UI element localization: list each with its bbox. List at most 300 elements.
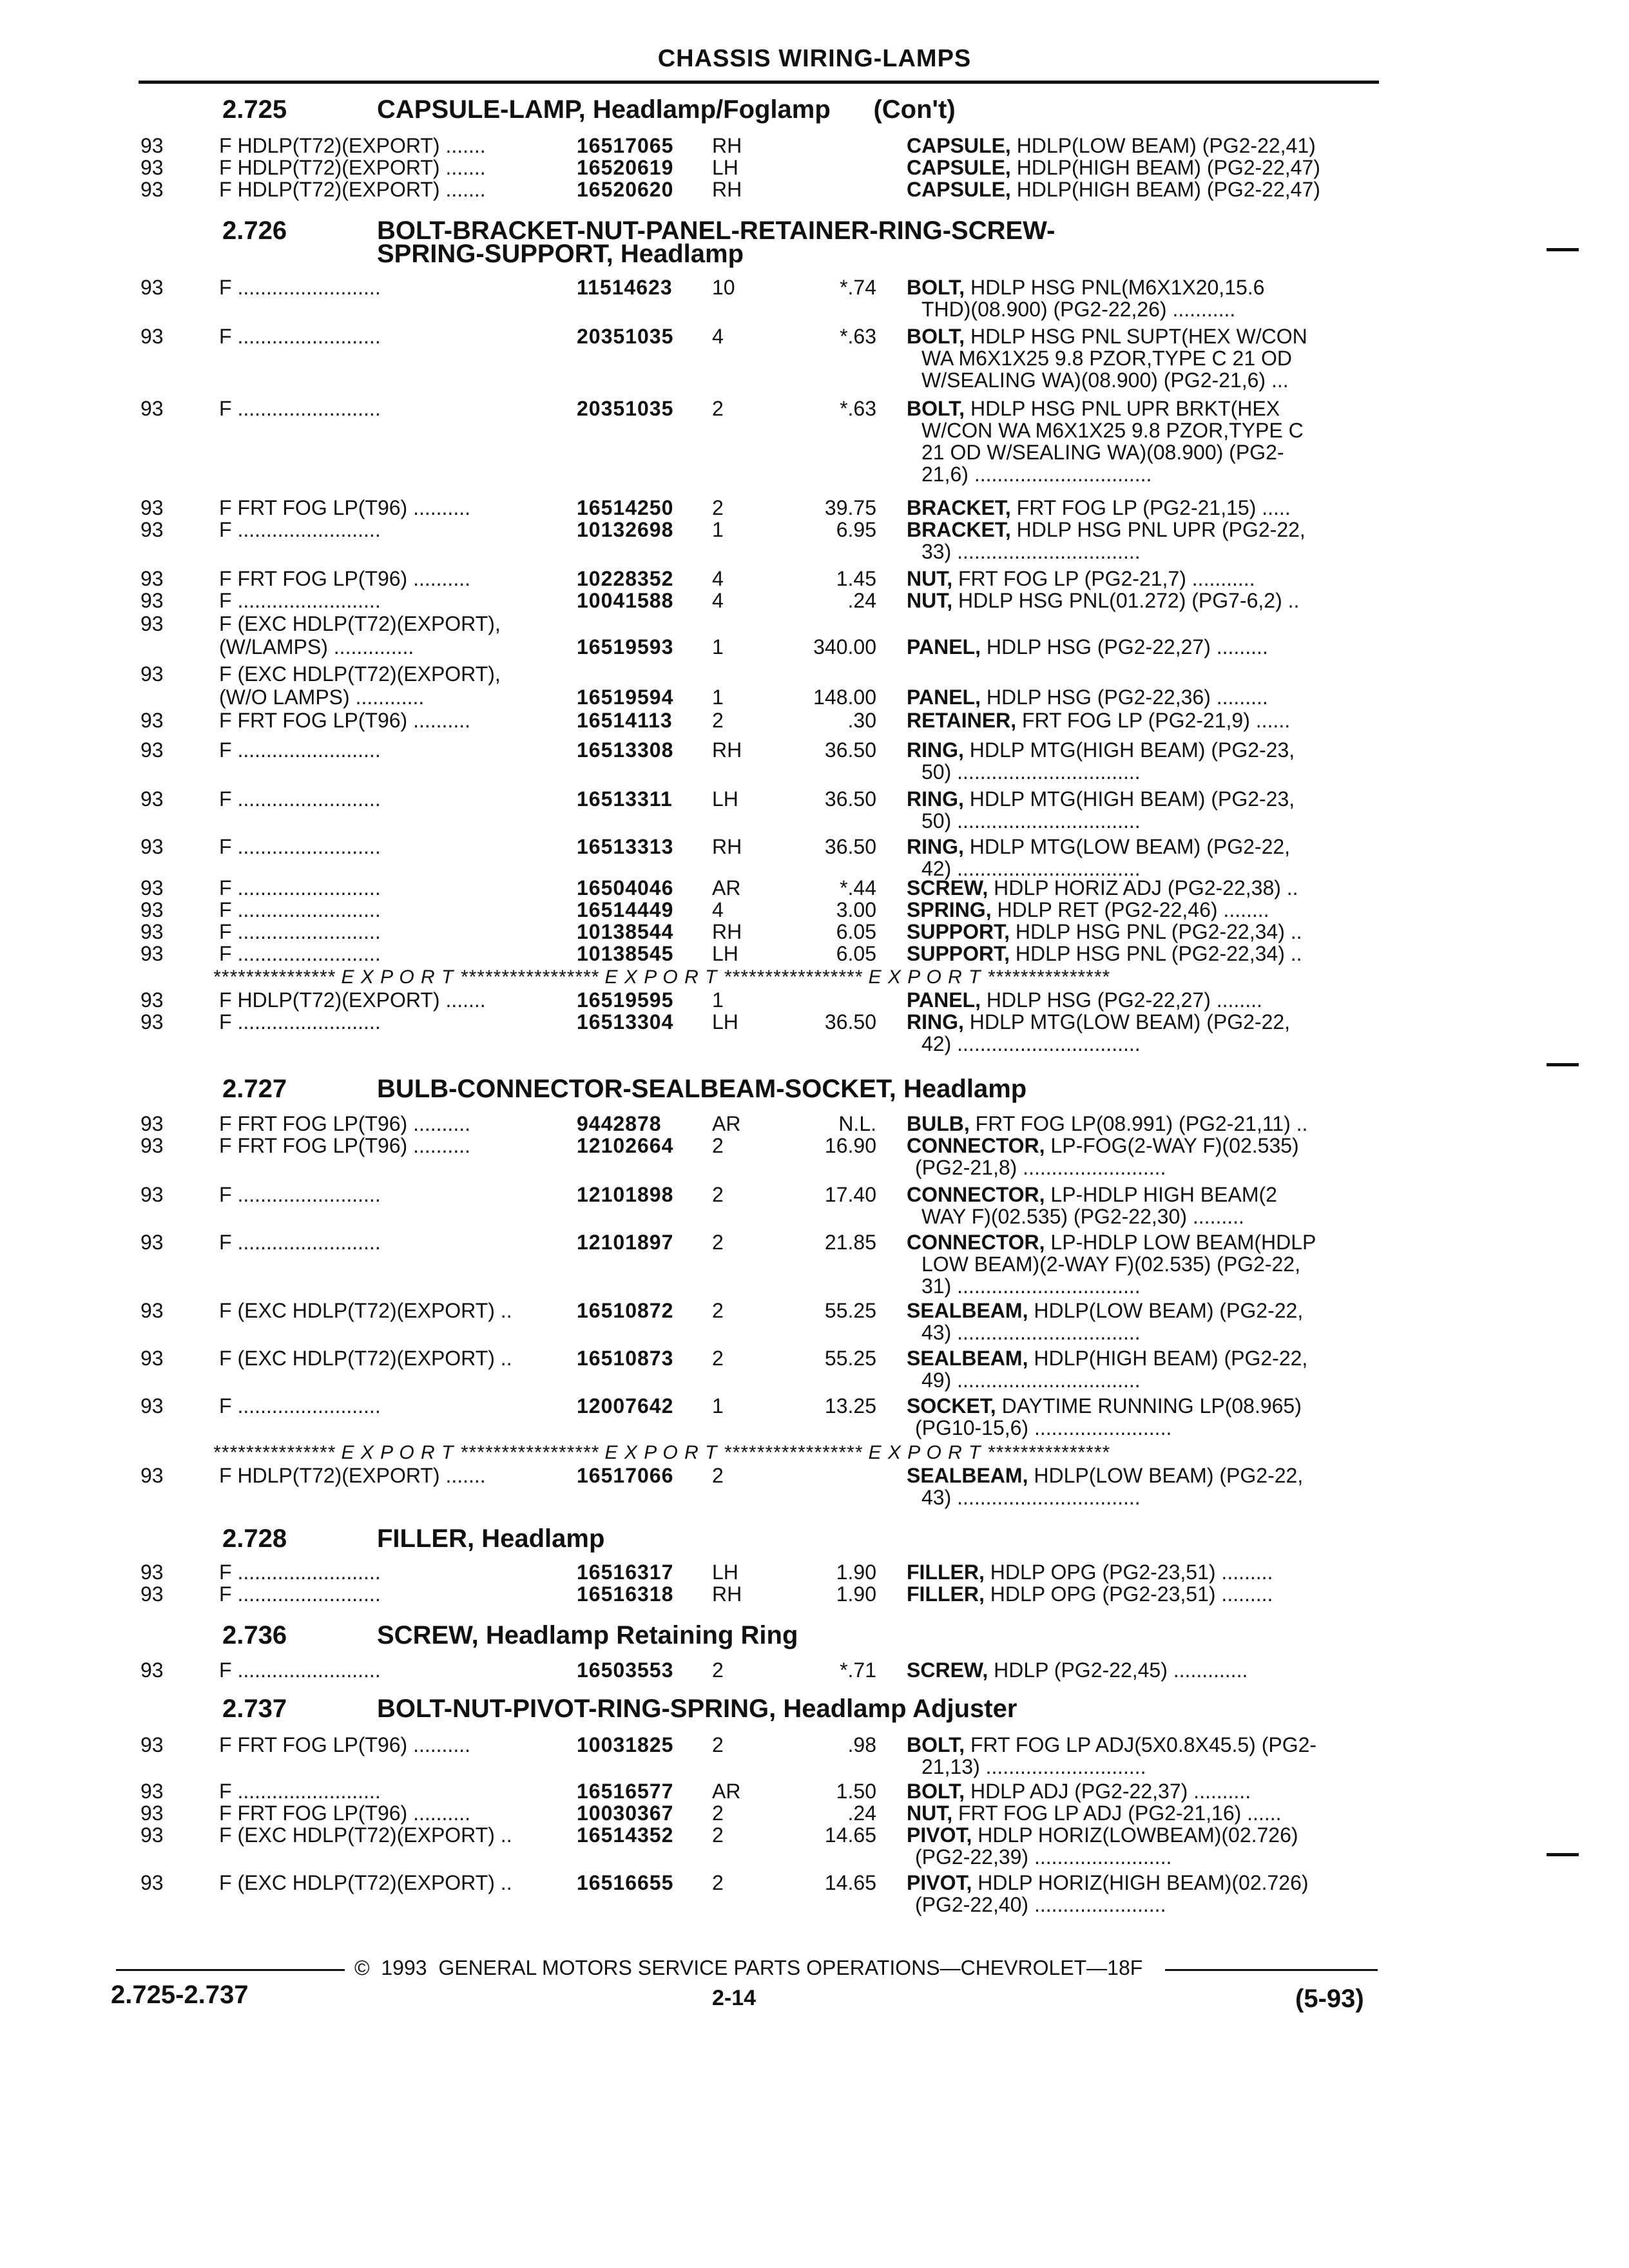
description-head: SPRING,: [907, 898, 992, 921]
description-cell: [907, 635, 1268, 658]
application-cell: F .........................: [219, 898, 381, 921]
quantity-cell: 4: [712, 567, 724, 590]
year-cell: 93: [140, 1183, 164, 1206]
description-cell: [907, 1183, 1277, 1206]
part-number: 16519594: [577, 686, 674, 709]
price-cell: 6.05: [836, 920, 876, 943]
description-text: FRT FOG LP (PG2-21,9) ......: [1016, 709, 1291, 732]
price-cell: .24: [847, 1802, 876, 1825]
description-head: PANEL,: [907, 686, 981, 709]
application-cell: F .........................: [219, 1394, 381, 1418]
year-cell: 93: [140, 134, 164, 157]
description-cell: [907, 1823, 1298, 1847]
quantity-cell: 1: [712, 686, 724, 709]
year-cell: 93: [140, 1231, 164, 1254]
part-number: 10138545: [577, 942, 674, 965]
description-cell: [907, 1464, 1303, 1487]
description-text: HDLP MTG(HIGH BEAM) (PG2-23,: [963, 787, 1295, 811]
part-number: 10132698: [577, 518, 674, 541]
description-cell: [907, 1231, 1316, 1254]
year-cell: 93: [140, 988, 164, 1012]
description-text: HDLP HSG PNL (PG2-22,34) ..: [1010, 920, 1302, 943]
quantity-cell: 2: [712, 1733, 724, 1756]
part-number: 16513304: [577, 1010, 674, 1033]
price-cell: 55.25: [824, 1299, 876, 1322]
part-number: 16519593: [577, 635, 674, 658]
description-continuation: WA M6X1X25 9.8 PZOR,TYPE C 21 OD: [921, 347, 1293, 370]
description-cell: [907, 1780, 1251, 1803]
price-cell: 36.50: [824, 1010, 876, 1033]
section-range: 2.725-2.737: [111, 1981, 249, 2009]
description-head: RING,: [907, 1010, 964, 1033]
quantity-cell: 1: [712, 1394, 724, 1418]
description-continuation: WAY F)(02.535) (PG2-22,30) .........: [921, 1205, 1244, 1228]
description-continuation: 21,13) ............................: [921, 1755, 1146, 1778]
description-continuation: (PG2-22,39) ........................: [915, 1845, 1172, 1869]
description-head: SEALBEAM,: [907, 1299, 1028, 1322]
description-cell: [907, 276, 1264, 299]
description-cell: [907, 1299, 1303, 1322]
description-text: FRT FOG LP (PG2-21,15) .....: [1010, 496, 1291, 519]
description-text: HDLP(LOW BEAM) (PG2-22,: [1028, 1464, 1304, 1487]
part-number: 16517065: [577, 134, 674, 157]
year-cell: 93: [140, 518, 164, 541]
description-head: SUPPORT,: [907, 920, 1010, 943]
description-head: BOLT,: [907, 325, 965, 348]
quantity-cell: RH: [712, 835, 742, 858]
part-number: 16516318: [577, 1582, 674, 1606]
header-rule: [139, 81, 1379, 84]
part-number: 12007642: [577, 1394, 674, 1418]
part-number: 16503553: [577, 1658, 674, 1682]
section-title: BOLT-BRACKET-NUT-PANEL-RETAINER-RING-SCREW-: [377, 216, 1055, 245]
description-cell: [907, 518, 1306, 541]
application-cell: F HDLP(T72)(EXPORT) .......: [219, 988, 486, 1012]
quantity-cell: 2: [712, 1658, 724, 1682]
description-continuation: (PG2-21,8) .........................: [915, 1156, 1166, 1179]
description-continuation: 33) ................................: [921, 540, 1141, 563]
description-head: NUT,: [907, 589, 953, 612]
price-cell: 1.50: [836, 1780, 876, 1803]
description-text: LP-HDLP HIGH BEAM(2: [1045, 1183, 1277, 1206]
footer-rule: [1165, 1969, 1378, 1971]
description-text: HDLP HSG (PG2-22,27) .........: [980, 635, 1268, 658]
application-cell: F .........................: [219, 1561, 381, 1584]
year-cell: 93: [140, 276, 164, 299]
part-number: 12101898: [577, 1183, 674, 1206]
application-cell: F (EXC HDLP(T72)(EXPORT) ..: [219, 1347, 512, 1370]
application-cell: F .........................: [219, 1010, 381, 1033]
price-cell: *.63: [840, 397, 876, 420]
description-continuation: LOW BEAM)(2-WAY F)(02.535) (PG2-22,: [921, 1253, 1300, 1276]
price-cell: 6.95: [836, 518, 876, 541]
description-cell: [907, 1394, 1302, 1418]
part-number: 16516317: [577, 1561, 674, 1584]
part-number: 16513308: [577, 738, 674, 762]
year-cell: 93: [140, 589, 164, 612]
description-cell: [907, 738, 1295, 762]
description-text: HDLP HSG PNL(01.272) (PG7-6,2) ..: [952, 589, 1300, 612]
part-number: 20351035: [577, 397, 674, 420]
price-cell: .24: [847, 589, 876, 612]
application-cell: F .........................: [219, 876, 381, 899]
application-cell: F .........................: [219, 787, 381, 811]
part-number: 16514113: [577, 709, 673, 732]
price-cell: 3.00: [836, 898, 876, 921]
margin-mark: [1547, 1853, 1579, 1856]
quantity-cell: AR: [712, 1780, 741, 1803]
description-text: HDLP(LOW BEAM) (PG2-22,: [1028, 1299, 1304, 1322]
application-cell: F .........................: [219, 920, 381, 943]
part-number: 16513311: [577, 787, 673, 811]
description-text: HDLP HORIZ(HIGH BEAM)(02.726): [972, 1871, 1309, 1894]
part-number: 16510873: [577, 1347, 674, 1370]
description-head: BOLT,: [907, 276, 965, 299]
description-continuation: 43) ................................: [921, 1321, 1141, 1344]
year-cell: 93: [140, 1802, 164, 1825]
application-cell: F FRT FOG LP(T96) ..........: [219, 1802, 470, 1825]
description-head: BOLT,: [907, 1780, 965, 1803]
description-continuation: (PG10-15,6) ........................: [915, 1416, 1172, 1439]
price-cell: *.63: [840, 325, 876, 348]
price-cell: *.71: [840, 1658, 876, 1682]
year-cell: 93: [140, 1871, 164, 1894]
part-number: 20351035: [577, 325, 674, 348]
quantity-cell: 2: [712, 1347, 724, 1370]
price-cell: *.44: [840, 876, 876, 899]
year-cell: 93: [140, 1347, 164, 1370]
description-head: BOLT,: [907, 397, 965, 420]
description-cell: [907, 1347, 1307, 1370]
description-head: SEALBEAM,: [907, 1464, 1028, 1487]
price-cell: 39.75: [824, 496, 876, 519]
description-cell: [907, 1658, 1248, 1682]
description-text: HDLP (PG2-22,45) .............: [988, 1658, 1248, 1682]
quantity-cell: 2: [712, 397, 724, 420]
price-cell: 1.90: [836, 1582, 876, 1606]
description-cell: [907, 567, 1255, 590]
part-number: 10041588: [577, 589, 674, 612]
description-text: HDLP HORIZ ADJ (PG2-22,38) ..: [988, 876, 1298, 899]
description-head: CONNECTOR,: [907, 1231, 1045, 1254]
price-cell: N.L.: [838, 1112, 876, 1135]
description-head: SOCKET,: [907, 1394, 996, 1418]
price-cell: 148.00: [813, 686, 876, 709]
description-head: SCREW,: [907, 1658, 988, 1682]
year-cell: 93: [140, 738, 164, 762]
description-head: PIVOT,: [907, 1823, 972, 1847]
description-cell: [907, 686, 1268, 709]
year-cell: 93: [140, 496, 164, 519]
year-cell: 93: [140, 1134, 164, 1157]
description-cell: [907, 589, 1299, 612]
price-cell: *.74: [840, 276, 876, 299]
description-text: HDLP HSG (PG2-22,27) ........: [980, 988, 1262, 1012]
description-continuation: 43) ................................: [921, 1486, 1141, 1509]
export-separator: *************** E X P O R T ***************** E X P O R T ***************** E X P O R T ***************: [213, 1442, 1110, 1463]
description-head: SUPPORT,: [907, 942, 1010, 965]
part-number: 16520620: [577, 178, 674, 201]
description-cell: [907, 1134, 1299, 1157]
copyright-notice: © 1993 GENERAL MOTORS SERVICE PARTS OPERATIONS—CHEVROLET—18F: [354, 1956, 1143, 1979]
description-head: BULB,: [907, 1112, 970, 1135]
section-number: 2.728: [222, 1524, 287, 1553]
page-title: CHASSIS WIRING-LAMPS: [657, 45, 972, 72]
description-text: HDLP RET (PG2-22,46) ........: [991, 898, 1269, 921]
description-text: LP-HDLP LOW BEAM(HDLP: [1045, 1231, 1316, 1254]
application-cell: F .........................: [219, 1780, 381, 1803]
description-text: FRT FOG LP (PG2-21,7) ...........: [952, 567, 1255, 590]
description-head: CAPSULE,: [907, 134, 1011, 157]
application-cell: F .........................: [219, 1582, 381, 1606]
application-cell: F .........................: [219, 942, 381, 965]
part-number: 16516577: [577, 1780, 674, 1803]
price-cell: 1.90: [836, 1561, 876, 1584]
part-number: 10031825: [577, 1733, 674, 1756]
quantity-cell: 10: [712, 276, 735, 299]
section-title: CAPSULE-LAMP, Headlamp/Foglamp (Con't): [377, 95, 956, 124]
part-number: 16514449: [577, 898, 674, 921]
section-title: BULB-CONNECTOR-SEALBEAM-SOCKET, Headlamp: [377, 1075, 1027, 1103]
quantity-cell: 2: [712, 1134, 724, 1157]
part-number: 12102664: [577, 1134, 674, 1157]
price-cell: .98: [847, 1733, 876, 1756]
application-cell: F (EXC HDLP(T72)(EXPORT),: [219, 612, 501, 635]
description-text: FRT FOG LP(08.991) (PG2-21,11) ..: [969, 1112, 1308, 1135]
part-number: 12101897: [577, 1231, 674, 1254]
description-text: HDLP HSG (PG2-22,36) .........: [980, 686, 1268, 709]
description-text: HDLP HSG PNL UPR (PG2-22,: [1010, 518, 1306, 541]
margin-mark: [1547, 1063, 1579, 1066]
quantity-cell: 1: [712, 988, 724, 1012]
application-cell: F HDLP(T72)(EXPORT) .......: [219, 134, 486, 157]
part-number: 16514352: [577, 1823, 674, 1847]
description-cell: [907, 325, 1307, 348]
year-cell: 93: [140, 567, 164, 590]
quantity-cell: 4: [712, 589, 724, 612]
quantity-cell: LH: [712, 156, 738, 179]
part-number: 10228352: [577, 567, 674, 590]
application-cell: F FRT FOG LP(T96) ..........: [219, 1112, 470, 1135]
year-cell: 93: [140, 325, 164, 348]
part-number: 10138544: [577, 920, 674, 943]
part-number: 16513313: [577, 835, 674, 858]
part-number: 16517066: [577, 1464, 674, 1487]
margin-mark: [1547, 248, 1579, 251]
price-cell: 17.40: [824, 1183, 876, 1206]
quantity-cell: LH: [712, 1561, 738, 1584]
quantity-cell: 2: [712, 1802, 724, 1825]
year-cell: 93: [140, 1823, 164, 1847]
quantity-cell: 1: [712, 635, 724, 658]
year-cell: 93: [140, 1464, 164, 1487]
year-cell: 93: [140, 835, 164, 858]
application-cell: (W/LAMPS) ..............: [219, 635, 414, 658]
year-cell: 93: [140, 1658, 164, 1682]
year-cell: 93: [140, 662, 164, 686]
description-text: HDLP HSG PNL SUPT(HEX W/CON: [965, 325, 1307, 348]
year-cell: 93: [140, 1780, 164, 1803]
description-text: HDLP(HIGH BEAM) (PG2-22,47): [1010, 156, 1320, 179]
description-text: HDLP MTG(LOW BEAM) (PG2-22,: [963, 835, 1291, 858]
application-cell: F FRT FOG LP(T96) ..........: [219, 709, 470, 732]
application-cell: F (EXC HDLP(T72)(EXPORT) ..: [219, 1871, 512, 1894]
price-cell: 16.90: [824, 1134, 876, 1157]
description-text: HDLP HORIZ(LOWBEAM)(02.726): [972, 1823, 1298, 1847]
description-continuation: W/SEALING WA)(08.900) (PG2-21,6) ...: [921, 369, 1289, 392]
application-cell: (W/O LAMPS) ............: [219, 686, 425, 709]
year-cell: 93: [140, 1010, 164, 1033]
description-text: HDLP(LOW BEAM) (PG2-22,41): [1010, 134, 1316, 157]
description-continuation: 42) ................................: [921, 1032, 1141, 1055]
year-cell: 93: [140, 156, 164, 179]
quantity-cell: 2: [712, 496, 724, 519]
description-head: CONNECTOR,: [907, 1134, 1045, 1157]
year-cell: 93: [140, 1582, 164, 1606]
part-number: 16516655: [577, 1871, 674, 1894]
description-cell: [907, 1561, 1273, 1584]
quantity-cell: LH: [712, 787, 738, 811]
price-cell: 6.05: [836, 942, 876, 965]
year-cell: 93: [140, 1112, 164, 1135]
description-head: CAPSULE,: [907, 178, 1011, 201]
application-cell: F FRT FOG LP(T96) ..........: [219, 1134, 470, 1157]
description-cell: [907, 835, 1290, 858]
price-cell: .30: [847, 709, 876, 732]
description-text: HDLP HSG PNL UPR BRKT(HEX: [965, 397, 1280, 420]
description-head: SEALBEAM,: [907, 1347, 1028, 1370]
description-cell: [907, 876, 1298, 899]
application-cell: F HDLP(T72)(EXPORT) .......: [219, 178, 486, 201]
description-head: CONNECTOR,: [907, 1183, 1045, 1206]
footer-rule: [116, 1969, 345, 1971]
description-text: HDLP OPG (PG2-23,51) .........: [984, 1582, 1273, 1606]
description-cell: [907, 134, 1316, 157]
application-cell: F .........................: [219, 1658, 381, 1682]
description-head: CAPSULE,: [907, 156, 1011, 179]
year-cell: 93: [140, 1394, 164, 1418]
description-head: BRACKET,: [907, 518, 1011, 541]
description-text: HDLP HSG PNL (PG2-22,34) ..: [1010, 942, 1302, 965]
year-cell: 93: [140, 397, 164, 420]
description-text: HDLP(HIGH BEAM) (PG2-22,: [1028, 1347, 1308, 1370]
description-cell: [907, 1802, 1282, 1825]
quantity-cell: 1: [712, 518, 724, 541]
part-number: 16519595: [577, 988, 674, 1012]
description-head: BRACKET,: [907, 496, 1011, 519]
price-cell: 13.25: [824, 1394, 876, 1418]
description-text: HDLP MTG(LOW BEAM) (PG2-22,: [963, 1010, 1291, 1033]
part-number: 9442878: [577, 1112, 662, 1135]
year-cell: 93: [140, 942, 164, 965]
description-head: PANEL,: [907, 988, 981, 1012]
application-cell: F .........................: [219, 738, 381, 762]
part-number: 11514623: [577, 276, 673, 299]
quantity-cell: RH: [712, 1582, 742, 1606]
year-cell: 93: [140, 898, 164, 921]
description-continuation: THD)(08.900) (PG2-22,26) ...........: [921, 298, 1236, 321]
description-text: DAYTIME RUNNING LP(08.965): [996, 1394, 1302, 1418]
revision-date: (5-93): [1295, 1984, 1364, 2013]
application-cell: F .........................: [219, 397, 381, 420]
part-number: 16510872: [577, 1299, 674, 1322]
application-cell: F .........................: [219, 835, 381, 858]
application-cell: F FRT FOG LP(T96) ..........: [219, 567, 470, 590]
quantity-cell: 2: [712, 709, 724, 732]
description-head: RING,: [907, 738, 964, 762]
description-head: SCREW,: [907, 876, 988, 899]
section-number: 2.726: [222, 216, 287, 245]
price-cell: 55.25: [824, 1347, 876, 1370]
year-cell: 93: [140, 612, 164, 635]
description-cell: [907, 709, 1290, 732]
description-continuation: 21,6) ...............................: [921, 463, 1152, 486]
description-continuation: W/CON WA M6X1X25 9.8 PZOR,TYPE C: [921, 419, 1304, 442]
quantity-cell: 4: [712, 325, 724, 348]
description-head: FILLER,: [907, 1561, 985, 1584]
application-cell: F (EXC HDLP(T72)(EXPORT) ..: [219, 1823, 512, 1847]
quantity-cell: 2: [712, 1823, 724, 1847]
description-head: RING,: [907, 787, 964, 811]
description-head: NUT,: [907, 567, 953, 590]
description-head: FILLER,: [907, 1582, 985, 1606]
quantity-cell: 2: [712, 1871, 724, 1894]
page-number: 2-14: [712, 1986, 757, 2010]
price-cell: 36.50: [824, 787, 876, 811]
part-number: 10030367: [577, 1802, 674, 1825]
description-cell: [907, 787, 1295, 811]
description-cell: [907, 1010, 1290, 1033]
description-cell: [907, 496, 1291, 519]
description-continuation: 31) ................................: [921, 1274, 1141, 1298]
description-cell: [907, 942, 1302, 965]
application-cell: F (EXC HDLP(T72)(EXPORT),: [219, 662, 501, 686]
application-cell: F .........................: [219, 589, 381, 612]
year-cell: 93: [140, 1561, 164, 1584]
description-cell: [907, 156, 1320, 179]
year-cell: 93: [140, 178, 164, 201]
price-cell: 14.65: [824, 1871, 876, 1894]
description-head: RETAINER,: [907, 709, 1017, 732]
description-text: HDLP OPG (PG2-23,51) .........: [984, 1561, 1273, 1584]
price-cell: 36.50: [824, 738, 876, 762]
year-cell: 93: [140, 709, 164, 732]
description-text: LP-FOG(2-WAY F)(02.535): [1045, 1134, 1299, 1157]
section-title: SPRING-SUPPORT, Headlamp: [377, 240, 744, 268]
application-cell: F FRT FOG LP(T96) ..........: [219, 1733, 470, 1756]
description-head: PIVOT,: [907, 1871, 972, 1894]
year-cell: 93: [140, 876, 164, 899]
description-cell: [907, 1112, 1307, 1135]
section-number: 2.736: [222, 1621, 287, 1649]
part-number: 16504046: [577, 876, 674, 899]
quantity-cell: RH: [712, 738, 742, 762]
description-head: NUT,: [907, 1802, 953, 1825]
quantity-cell: LH: [712, 1010, 738, 1033]
description-cell: [907, 988, 1262, 1012]
section-number: 2.737: [222, 1695, 287, 1723]
application-cell: F .........................: [219, 1231, 381, 1254]
description-text: FRT FOG LP ADJ(5X0.8X45.5) (PG2-: [965, 1733, 1317, 1756]
section-title: SCREW, Headlamp Retaining Ring: [377, 1621, 798, 1649]
description-continuation: 49) ................................: [921, 1369, 1141, 1392]
section-title: FILLER, Headlamp: [377, 1524, 605, 1553]
section-title: BOLT-NUT-PIVOT-RING-SPRING, Headlamp Adjuster: [377, 1695, 1017, 1723]
description-text: FRT FOG LP ADJ (PG2-21,16) ......: [952, 1802, 1282, 1825]
year-cell: 93: [140, 920, 164, 943]
description-cell: [907, 178, 1320, 201]
description-head: PANEL,: [907, 635, 981, 658]
